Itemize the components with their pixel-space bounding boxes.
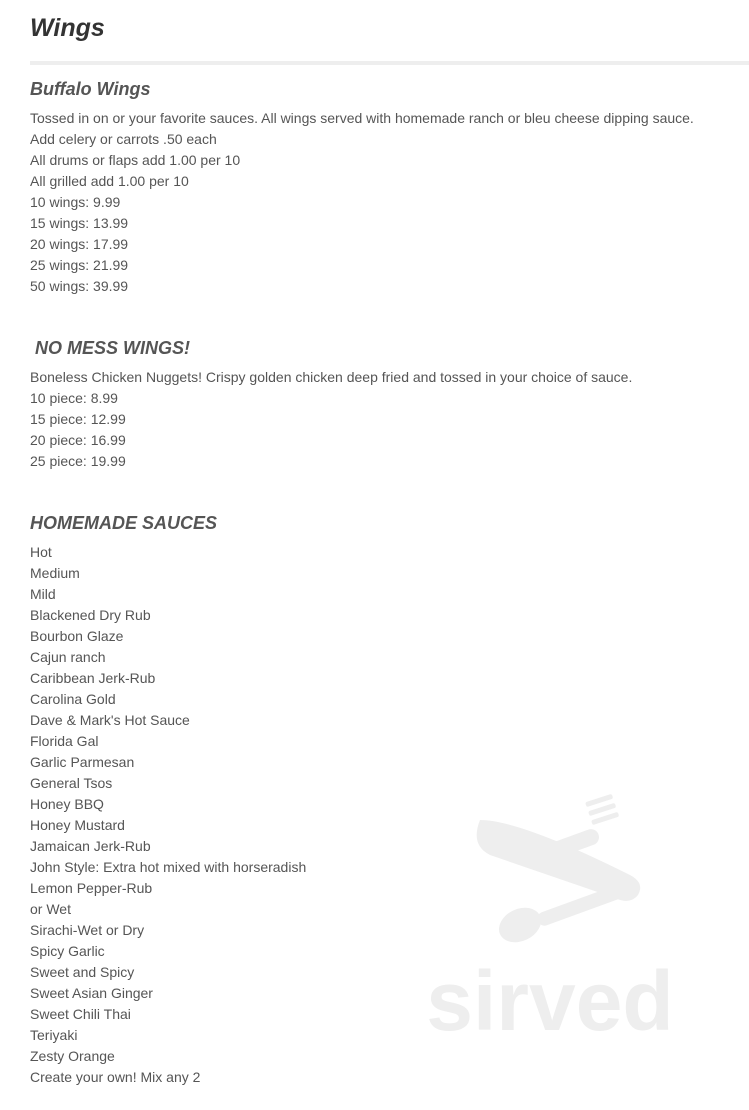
section-lines [30,108,730,297]
menu-line: Spicy Garlic [30,943,105,959]
section-buffalo-wings [30,78,730,297]
section-title: Buffalo Wings [30,79,151,99]
menu-line: 20 wings: 17.99 [30,236,129,252]
menu-line: Hot [30,544,52,560]
menu-line: Cajun ranch [30,649,106,665]
menu-line: Carolina Gold [30,691,116,707]
menu-line: Add celery or carrots .50 each [30,131,217,147]
menu-line: Boneless Chicken Nuggets! Crispy golden chicken deep fried and tossed in your choice of sauce. [30,369,633,385]
menu-line: Bourbon Glaze [30,628,124,644]
menu-line: All grilled add 1.00 per 10 [30,173,189,189]
section-title: NO MESS WINGS! [30,338,191,358]
menu-line: 50 wings: 39.99 [30,278,129,294]
menu-line: or Wet [30,901,71,917]
menu-line: All drums or flaps add 1.00 per 10 [30,152,241,168]
menu-line: Sweet Asian Ginger [30,985,153,1001]
menu-line: Garlic Parmesan [30,754,135,770]
menu-line: Dave & Mark's Hot Sauce [30,712,190,728]
menu-line: Jamaican Jerk-Rub [30,838,151,854]
menu-line: John Style: Extra hot mixed with horseradish [30,859,307,875]
menu-line: 20 piece: 16.99 [30,432,126,448]
menu-line: Sweet and Spicy [30,964,135,980]
menu-line: 10 wings: 9.99 [30,194,121,210]
section-no-mess-wings [30,337,730,472]
menu-line: 25 wings: 21.99 [30,257,129,273]
title-divider [30,61,749,65]
fork-spoon-knife-icon [477,794,641,949]
menu-line: Honey Mustard [30,817,125,833]
menu-line: General Tsos [30,775,113,791]
menu-line: 10 piece: 8.99 [30,390,118,406]
menu-line: Sirachi-Wet or Dry [30,922,145,938]
menu-line: Lemon Pepper-Rub [30,880,153,896]
menu-line: Create your own! Mix any 2 [30,1069,201,1085]
menu-line: Tossed in on or your favorite sauces. All wings served with homemade ranch or bleu cheese dipping sauce. [30,110,694,126]
menu-line: Honey BBQ [30,796,104,812]
menu-line: Sweet Chili Thai [30,1006,131,1022]
menu-line: Blackened Dry Rub [30,607,151,623]
watermark-text: sirved [426,954,674,1048]
menu-line: 15 wings: 13.99 [30,215,129,231]
menu-line: Mild [30,586,56,602]
page-title: Wings [30,14,105,42]
section-lines [30,367,730,472]
menu-line: 15 piece: 12.99 [30,411,126,427]
section-title: HOMEMADE SAUCES [30,513,218,533]
sirved-watermark [400,780,700,1050]
menu-line: 25 piece: 19.99 [30,453,126,469]
menu-line: Florida Gal [30,733,99,749]
menu-line: Teriyaki [30,1027,78,1043]
menu-line: Zesty Orange [30,1048,115,1064]
menu-line: Caribbean Jerk-Rub [30,670,156,686]
menu-line: Medium [30,565,80,581]
